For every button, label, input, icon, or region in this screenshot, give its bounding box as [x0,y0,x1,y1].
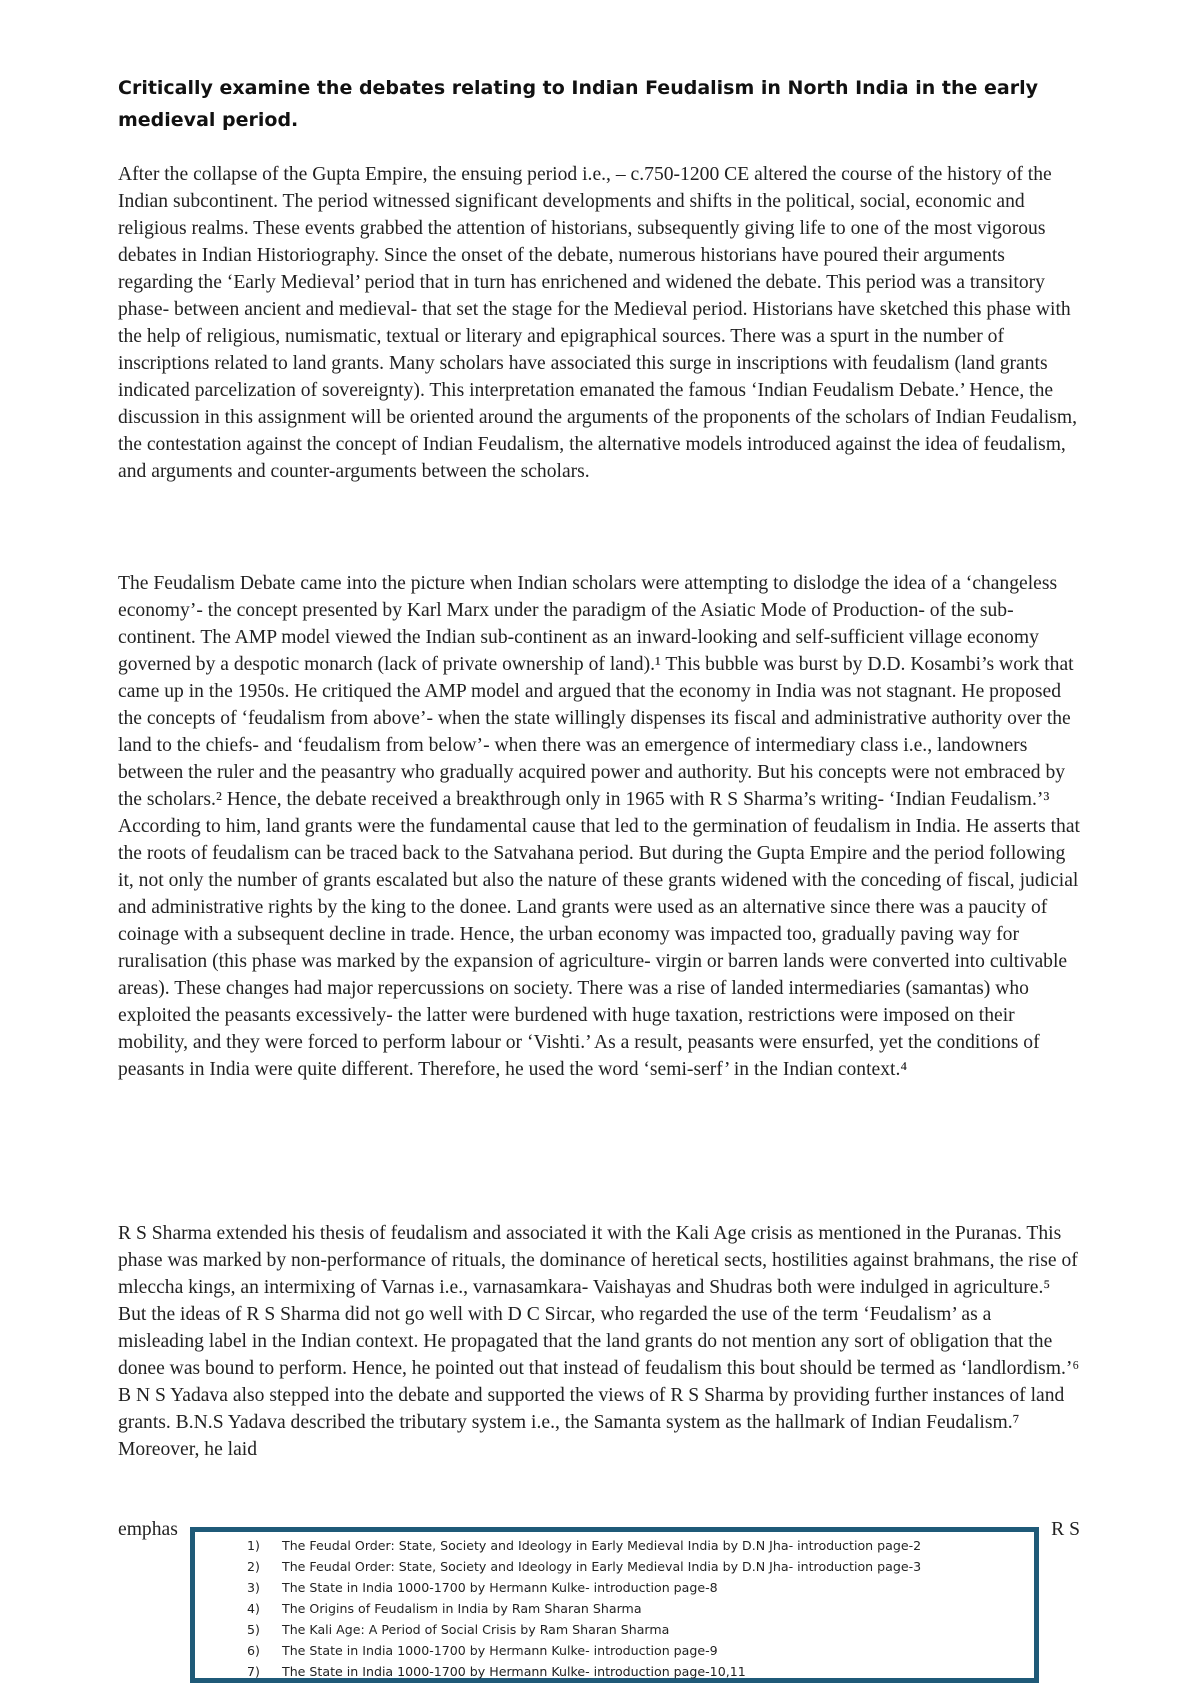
footnotes-box [190,1527,1039,1683]
document-title: Critically examine the debates relating to Indian Feudalism in North India in the early medieval period. [118,77,1038,131]
footnote-item [195,1661,1034,1682]
footnote-number: 1) [247,1538,260,1553]
cut-off-text-left: emphas [118,1519,178,1540]
paragraph-feudalism-debate: The Feudalism Debate came into the picture when Indian scholars were attempting to dislodge the idea of a ‘changeless economy’- the concept presented by Karl Marx under the paradigm of the Asiatic Mode of Production- of the sub-continent. The AMP model viewed the Indian sub-continent as an inward-looking and self-sufficient village economy governed by a despotic monarch (lack of private ownership of land).¹ This bubble was burst by D.D. Kosambi’s work that came up in the 1950s. He critiqued the AMP model and argued that the economy in India was not stagnant. He proposed the concepts of ‘feudalism from above’- when the state willingly dispenses its fiscal and administrative authority over the land to the chiefs- and ‘feudalism from below’- when there was an emergence of intermediary class i.e., landowners between the ruler and the peasantry who gradually acquired power and authority. But his concepts were not embraced by the scholars.² Hence, the debate received a breakthrough only in 1965 with R S Sharma’s writing- ‘Indian Feudalism.’³ According to him, land grants were the fundamental cause that led to the germination of feudalism in India. He asserts that the roots of feudalism can be traced back to the Satvahana period. But during the Gupta Empire and the period following it, not only the number of grants escalated but also the nature of these grants widened with the conceding of fiscal, judicial and administrative rights by the king to the donee. Land grants were used as an alternative since there was a paucity of coinage with a subsequent decline in trade. Hence, the urban economy was impacted too, gradually paving way for ruralisation (this phase was marked by the expansion of agriculture- virgin or barren lands were converted into cultivable areas). These changes had major repercussions on society. There was a rise of landed intermediaries (samantas) who exploited the peasants excessively- the latter were burdened with huge taxation, restrictions were imposed on their mobility, and they were forced to perform labour or ‘Vishti.’ As a result, peasants were ensurfed, yet the conditions of peasants in India were quite different. Therefore, he used the word ‘semi-serf’ in the Indian context.⁴ [118,573,1080,1080]
footnote-text: The State in India 1000-1700 by Hermann Kulke- introduction page-9 [282,1643,718,1658]
footnote-number: 4) [247,1601,260,1616]
paragraph-kali-age: R S Sharma extended his thesis of feudalism and associated it with the Kali Age crisis as mentioned in the Puranas. This phase was marked by non-performance of rituals, the dominance of heretical sects, hostilities against brahmans, the rise of mleccha kings, an intermixing of Varnas i.e., varnasamkara- Vaishayas and Shudras both were indulged in agriculture.⁵ But the ideas of R S Sharma did not go well with D C Sircar, who regarded the use of the term ‘Feudalism’ as a misleading label in the Indian context. He propagated that the land grants do not mention any sort of obligation that the donee was bound to perform. Hence, he pointed out that instead of feudalism this bout should be termed as ‘landlordism.’⁶ B N S Yadava also stepped into the debate and supported the views of R S Sharma by providing further instances of land grants. B.N.S Yadava described the tributary system i.e., the Samanta system as the hallmark of Indian Feudalism.⁷ Moreover, he laid [118,1223,1080,1460]
footnote-number: 6) [247,1643,260,1658]
footnote-item [195,1640,1034,1661]
footnote-item [195,1577,1034,1598]
footnote-text: The Feudal Order: State, Society and Ideology in Early Medieval India by D.N Jha- introduction page-3 [282,1559,922,1574]
footnote-item [195,1598,1034,1619]
footnote-number: 5) [247,1622,260,1637]
footnote-text: The State in India 1000-1700 by Hermann Kulke- introduction page-8 [282,1580,718,1595]
footnote-number: 7) [247,1664,260,1679]
footnote-number: 3) [247,1580,260,1595]
footnote-item [195,1619,1034,1640]
footnote-text: The Origins of Feudalism in India by Ram Sharan Sharma [282,1601,642,1616]
footnote-text: The Kali Age: A Period of Social Crisis by Ram Sharan Sharma [282,1622,670,1637]
footnote-item [195,1535,1034,1556]
footnote-number: 2) [247,1559,260,1574]
cut-off-text-right: R S [1051,1519,1080,1540]
footnotes-list [195,1535,1034,1682]
footnote-text: The State in India 1000-1700 by Hermann Kulke- introduction page-10,11 [282,1664,746,1679]
paragraph-intro: After the collapse of the Gupta Empire, the ensuing period i.e., – c.750-1200 CE altered the course of the history of the Indian subcontinent. The period witnessed significant developments and shifts in the political, social, economic and religious realms. These events grabbed the attention of historians, subsequently giving life to one of the most vigorous debates in Indian Historiography. Since the onset of the debate, numerous historians have poured their arguments regarding the ‘Early Medieval’ period that in turn has enrichened and widened the debate. This period was a transitory phase- between ancient and medieval- that set the stage for the Medieval period. Historians have sketched this phase with the help of religious, numismatic, textual or literary and epigraphical sources. There was a spurt in the number of inscriptions related to land grants. Many scholars have associated this surge in inscriptions with feudalism (land grants indicated parcelization of sovereignty). This interpretation emanated the famous ‘Indian Feudalism Debate.’ Hence, the discussion in this assignment will be oriented around the arguments of the proponents of the scholars of Indian Feudalism, the contestation against the concept of Indian Feudalism, the alternative models introduced against the idea of feudalism, and arguments and counter-arguments between the scholars. [118,164,1078,482]
footnote-text: The Feudal Order: State, Society and Ideology in Early Medieval India by D.N Jha- introduction page-2 [282,1538,922,1553]
footnote-item [195,1556,1034,1577]
